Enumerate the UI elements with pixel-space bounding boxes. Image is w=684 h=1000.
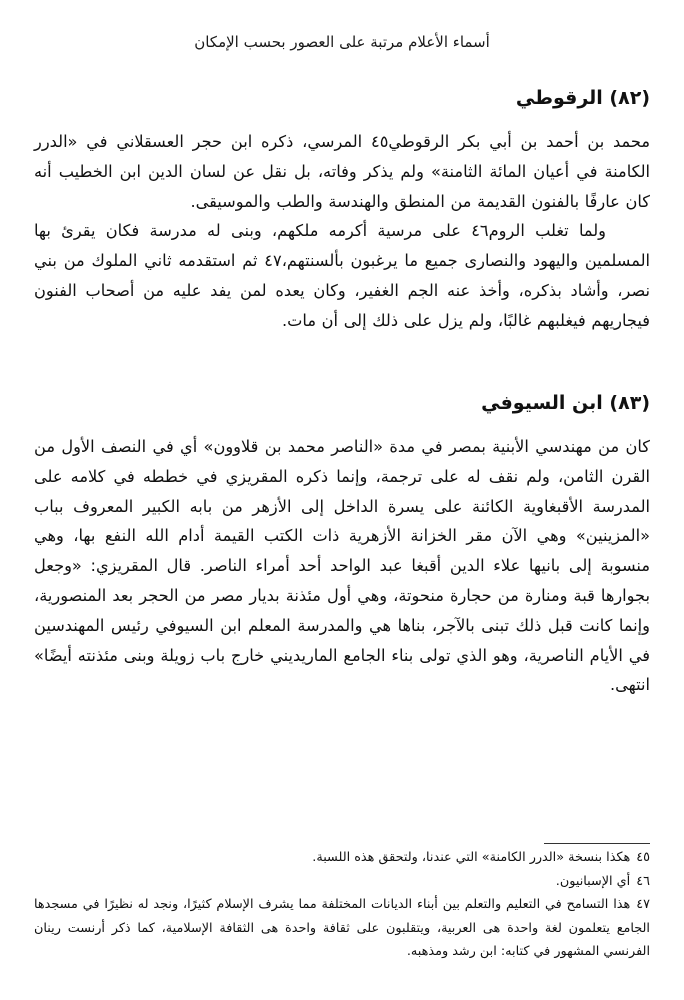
section-title-83: (٨٣) ابن السيوفي (481, 392, 650, 414)
footnote-46 (34, 870, 650, 894)
section-body-82 (34, 127, 650, 336)
section-title-82: (٨٢) الرقوطي (515, 87, 650, 109)
footnote-number: ٤٦ (636, 873, 650, 889)
footnote-number: ٤٥ (636, 850, 650, 865)
paragraph: كان من مهندسي الأبنية بمصر في مدة «الناصر محمد بن قلاوون» أي في النصف الأول من القرن الثامن، ولم نقف له على ترجمة، وإنما ذكره المقريزي في خططه في كلامه على المدرسة الأقبغاوية الكائنة على يسرة الداخل إلى الأزهر من بابه الكبير المعروف بباب «المزينين» وهي الآن مقر الخزانة الأزهرية ذات الكتب القيمة أدام الله النفع بها، وهي منسوبة إلى بانيها علاء الدين أقبغا عبد الواحد أحد أمراء الناصر. قال المقريزي: «وجعل بجوارها قبة ومنارة من حجارة منحوتة، وهي أول مئذنة بديار مصر من الحجر بعد المنصورية، وإنما كانت قبل ذلك تبنى بالآجر، بناها هي والمدرسة المعلم ابن السيوفي رئيس المهندسين في الأيام الناصرية، وهو الذي تولى بناء الجامع الماريديني خارج باب زويلة وبنى مئذنته أيضًا» انتهى. (34, 437, 650, 695)
paragraph: ولما تغلب الروم٤٦ على مرسية أكرمه ملكهم، وبنى له مدرسة فكان يقرئ بها المسلمين واليهود والنصارى جميع ما يرغبون بألسنتهم،٤٧ ثم استقدمه ثاني الملوك من بني نصر، وأشاد بذكره، وأخذ عنه الجم الغفير، وكان يعده لمن يفد عليه من أصحاب الفنون فيجاريهم فيغلبهم غالبًا، ولم يزل على ذلك إلى أن مات. (34, 221, 651, 330)
footnote-number: ٤٧ (636, 897, 650, 912)
paragraph: محمد بن أحمد بن أبي بكر الرقوطي٤٥ المرسي، ذكره ابن حجر العسقلاني في «الدرر الكامنة في أعيان المائة الثامنة» ولم يذكر وفاته، بل نقل عن لسان الدين ابن الخطيب أنه كان عارفًا بالفنون القديمة من المنطق والهندسة والطب والموسيقى. (34, 132, 651, 211)
footnote-45 (34, 846, 650, 870)
footnote-text: هذا التسامح في التعليم والتعلم بين أبناء الديانات المختلفة مما يشرف الإسلام كثيرًا، ونجد له نظيرًا في مسجدها الجامع يتعلمون لغة واحدة هى العربية، ويتقلبون على ثقافة واحدة هى الثقافة الإسلامية، كما ذكر أرنست رينان الفرنسي المشهور في كتابه: ابن رشد ومذهبه. (34, 897, 650, 959)
running-header: أسماء الأعلام مرتبة على العصور بحسب الإمكان (194, 33, 490, 51)
footnote-47 (34, 893, 650, 964)
footnotes (34, 846, 650, 964)
footnote-divider (544, 843, 650, 844)
footnote-text: هكذا بنسخة «الدرر الكامنة» التي عندنا، ولتحقق هذه اللسبة. (312, 850, 631, 865)
footnote-text: أي الإسبانيون. (555, 873, 631, 889)
section-body-83 (34, 432, 650, 700)
